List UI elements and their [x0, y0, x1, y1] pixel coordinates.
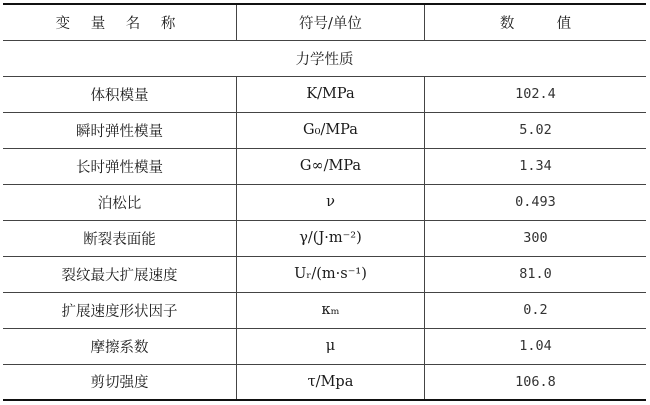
row-value: 1.04	[425, 328, 647, 364]
row-symbol: Uᵣ/(m·s⁻¹)	[237, 256, 425, 292]
row-value: 1.34	[425, 148, 647, 184]
table-row	[3, 220, 646, 256]
row-symbol: τ/Mpa	[237, 364, 425, 400]
row-value: 81.0	[425, 256, 647, 292]
row-symbol: γ/(J·m⁻²)	[237, 220, 425, 256]
row-name: 裂纹最大扩展速度	[3, 256, 237, 292]
row-name: 断裂表面能	[3, 220, 237, 256]
row-name: 摩擦系数	[3, 328, 237, 364]
row-name: 剪切强度	[3, 364, 237, 400]
table-row	[3, 112, 646, 148]
table-row	[3, 292, 646, 328]
table-row	[3, 76, 646, 112]
row-symbol: μ	[237, 328, 425, 364]
row-value: 5.02	[425, 112, 647, 148]
row-value: 300	[425, 220, 647, 256]
header-value: 数 值	[425, 4, 647, 40]
header-variable-name: 变 量 名 称	[3, 4, 237, 40]
row-name: 瞬时弹性模量	[3, 112, 237, 148]
header-symbol-unit: 符号/单位	[237, 4, 425, 40]
row-value: 0.2	[425, 292, 647, 328]
header-row	[3, 4, 646, 40]
row-value: 102.4	[425, 76, 647, 112]
table-row	[3, 328, 646, 364]
row-value: 106.8	[425, 364, 647, 400]
row-name: 长时弹性模量	[3, 148, 237, 184]
row-name: 体积模量	[3, 76, 237, 112]
row-name: 扩展速度形状因子	[3, 292, 237, 328]
row-symbol: K/MPa	[237, 76, 425, 112]
row-name: 泊松比	[3, 184, 237, 220]
row-symbol: ν	[237, 184, 425, 220]
row-symbol: G₀/MPa	[237, 112, 425, 148]
section-title: 力学性质	[3, 40, 646, 76]
section-row	[3, 40, 646, 76]
row-symbol: κₘ	[237, 292, 425, 328]
table-row	[3, 148, 646, 184]
row-value: 0.493	[425, 184, 647, 220]
table-row	[3, 184, 646, 220]
properties-table	[3, 3, 646, 401]
table-row	[3, 364, 646, 400]
row-symbol: G∞/MPa	[237, 148, 425, 184]
table-row	[3, 256, 646, 292]
